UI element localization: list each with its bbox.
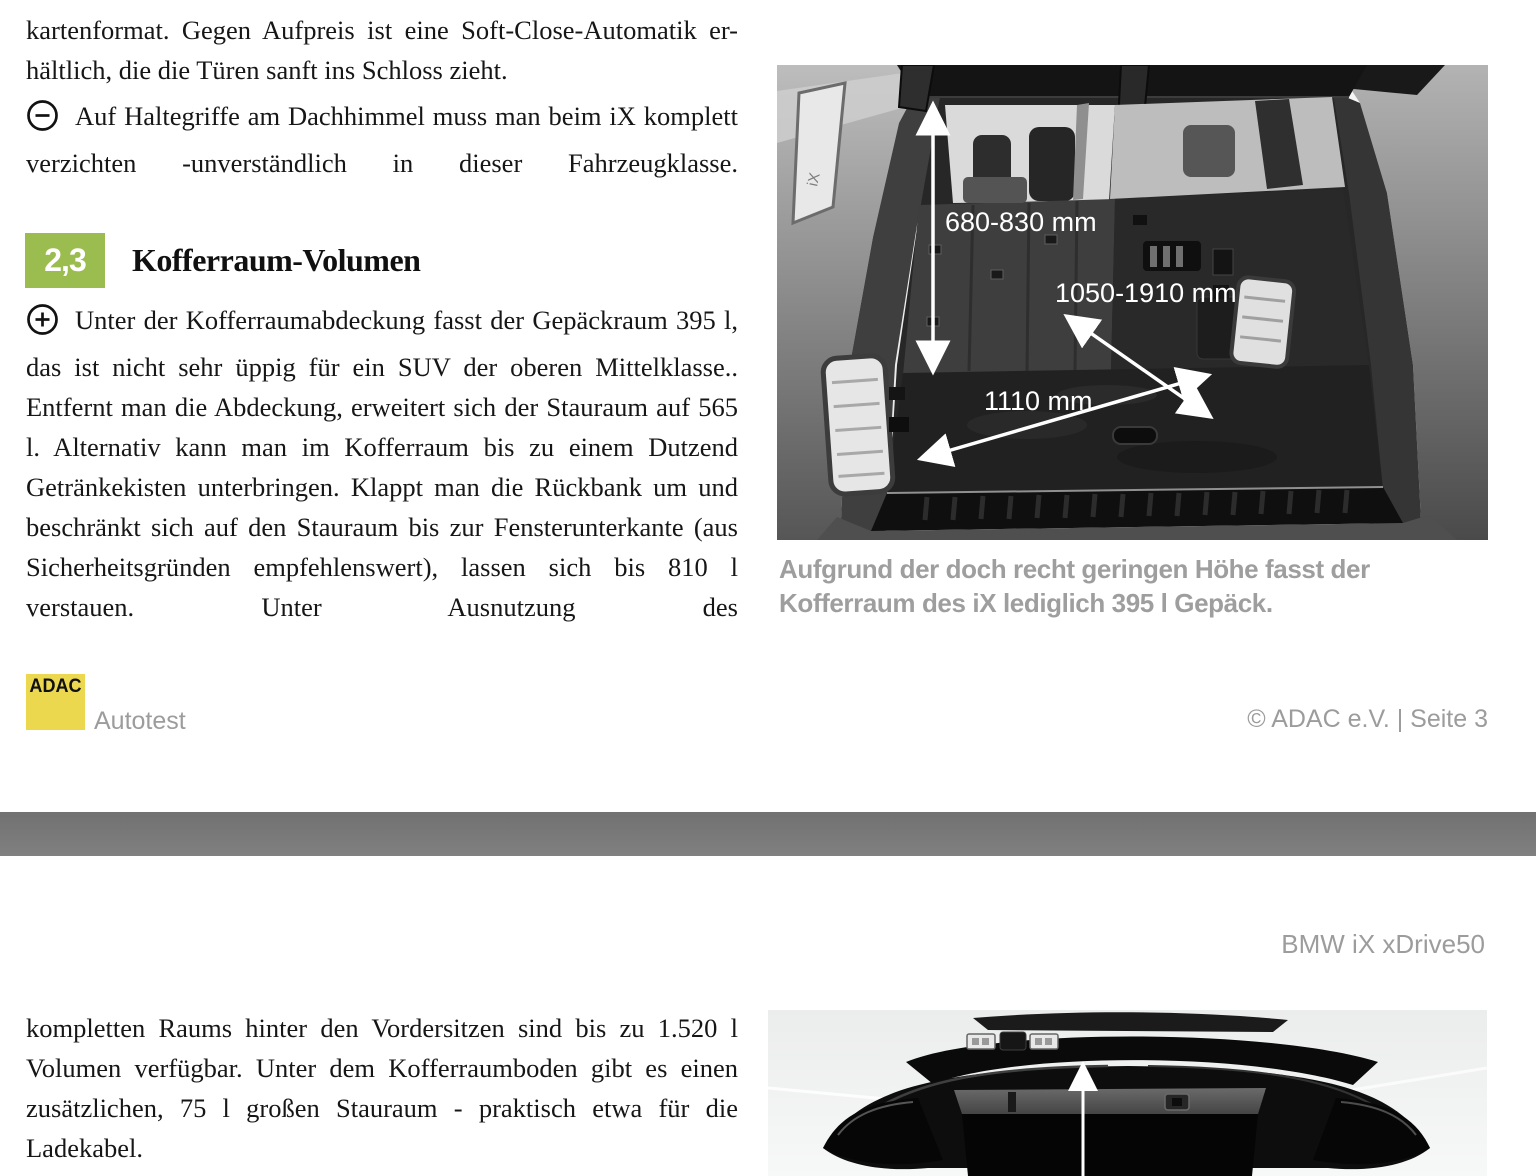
- dimension-label-width: 1110 mm: [984, 386, 1093, 416]
- paragraph-text: kartenformat. Gegen Aufpreis ist eine Soft-Close-Automatik er-hältlich, die die Türen sanft ins Schloss zieht.: [26, 15, 738, 85]
- adac-logo: [26, 674, 85, 730]
- svg-text:iX: iX: [804, 171, 824, 188]
- paragraph-negative-point: [26, 96, 738, 183]
- section-title: Kofferraum-Volumen: [132, 242, 421, 278]
- paragraph-continuation: [26, 10, 738, 90]
- figure-caption: Aufgrund der doch recht geringen Höhe fasst der Kofferraum des iX lediglich 395 l Gepäck.: [779, 554, 1370, 618]
- dimension-label-diagonal: 1050-1910 mm: [1055, 278, 1237, 308]
- plus-icon: [26, 303, 59, 347]
- paragraph-text: kompletten Raums hinter den Vordersitzen sind bis zu 1.520 l Volumen verfügbar. Unter dem Kofferraumboden gibt es einen zusätzlichen, 75 l großen Stauraum - praktisch etwa für die Ladekabel.: [26, 1013, 738, 1163]
- rating-badge: 2,3: [25, 233, 105, 288]
- page-gap-divider: [0, 812, 1536, 856]
- paragraph-positive-point: [26, 300, 738, 627]
- model-name-header: BMW iX xDrive50: [1281, 929, 1485, 959]
- paragraph-text: Unter der Kofferraumabdeckung fasst der Gepäckraum 395 l, das ist nicht sehr üppig für ein SUV der oberen Mittelklasse.. Entfernt man die Abdeckung, erweitert sich der Stauraum auf 565 l. Alternativ kann man im Kofferraum bis zu einem Dutzend Getränkekisten unterbringen. Klappt man die Rückbank um und beschränkt sich auf den Stauraum bis zur Fensterunterkante (aus Sicherheitsgründen empfehlenswert), lassen sich bis 810 l verstauen. Unter Ausnutzung des: [26, 305, 738, 622]
- trunk-photo: [777, 65, 1488, 540]
- dimension-label-height: 680-830 mm: [945, 207, 1097, 237]
- brand-subtitle: Autotest: [94, 707, 186, 735]
- section-heading: [25, 233, 420, 288]
- minus-icon: [26, 99, 59, 143]
- page-footer: © ADAC e.V. | Seite 3: [1247, 705, 1488, 733]
- adac-logo-text: ADAC: [29, 676, 82, 697]
- tailgate-photo-illustration: [768, 1010, 1487, 1176]
- paragraph-continued: [26, 1008, 738, 1168]
- paragraph-text: Auf Haltegriffe am Dachhimmel muss man beim iX komplett verzichten -unverständlich in dieser Fahrzeugklasse.: [26, 101, 738, 178]
- tailgate-photo: [768, 1010, 1487, 1176]
